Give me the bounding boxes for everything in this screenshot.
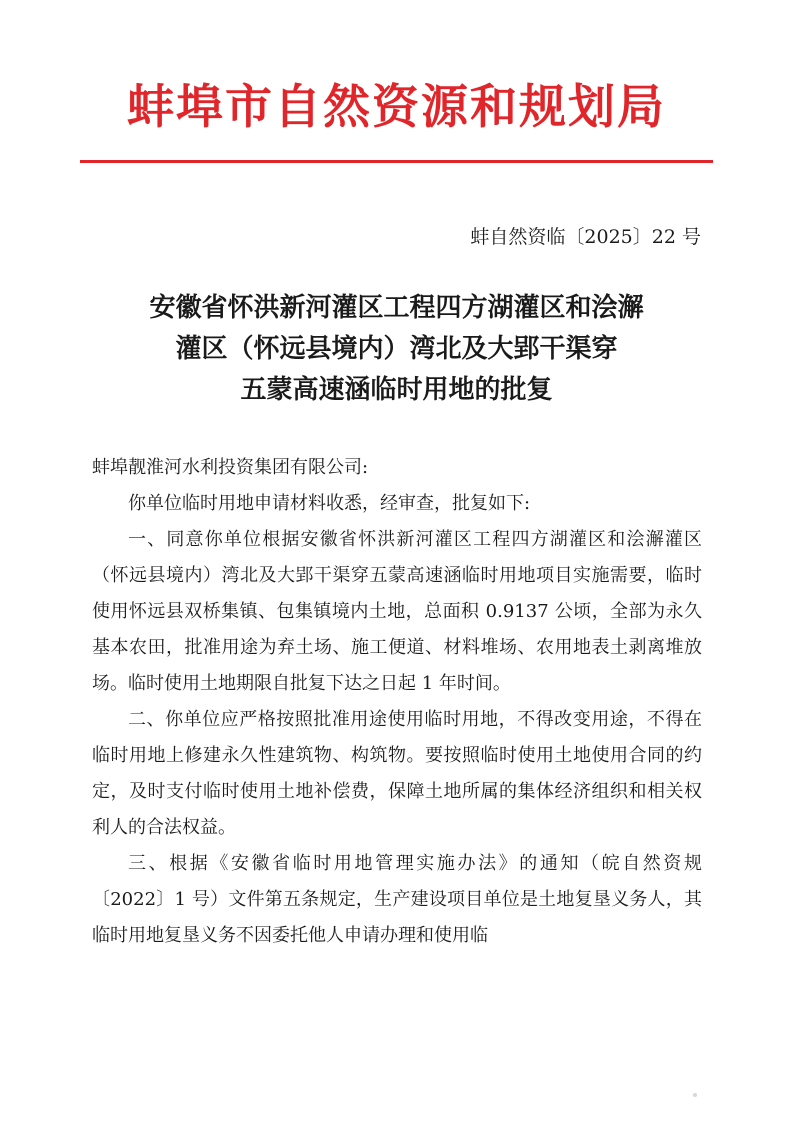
title-line-3: 五蒙高速涵临时用地的批复 <box>240 375 553 405</box>
scan-artifact-dot <box>693 1093 697 1097</box>
addressee: 蚌埠靓淮河水利投资集团有限公司: <box>92 457 369 478</box>
document-body <box>92 450 702 954</box>
issuing-authority-header: 蚌埠市自然资源和规划局 <box>127 80 666 135</box>
body-paragraph-3: 三、根据《安徽省临时用地管理实施办法》的通知（皖自然资规〔2022〕1 号）文件第五条规定，生产建设项目单位是土地复垦义务人，其临时用地复垦义务不因委托他人申请办理和使用临 <box>92 853 702 946</box>
header-red-rule <box>80 160 713 163</box>
document-number: 蚌自然资临〔2025〕22 号 <box>470 226 701 248</box>
body-paragraph-intro: 你单位临时用地申请材料收悉，经审查，批复如下: <box>128 493 531 514</box>
title-line-1: 安徽省怀洪新河灌区工程四方湖灌区和浍澥 <box>149 293 644 323</box>
body-paragraph-1: 一、同意你单位根据安徽省怀洪新河灌区工程四方湖灌区和浍澥灌区（怀远县境内）湾北及大郢干渠穿五蒙高速涵临时用地项目实施需要，临时使用怀远县双桥集镇、包集镇境内土地，总面积 0.9137 公顷，全部为永久基本农田，批准用途为弃土场、施工便道、材料堆场、农用地表土剥离堆放场。临时使用土地期限自批复下达之日起 1 年时间。 <box>92 529 702 694</box>
body-paragraph-2: 二、你单位应严格按照批准用途使用临时用地，不得改变用途，不得在临时用地上修建永久性建筑物、构筑物。要按照临时使用土地使用合同的约定，及时支付临时使用土地补偿费，保障土地所属的集体经济组织和相关权利人的合法权益。 <box>92 709 702 838</box>
document-title <box>80 288 713 411</box>
title-line-2: 灌区（怀远县境内）湾北及大郢干渠穿 <box>175 334 618 364</box>
